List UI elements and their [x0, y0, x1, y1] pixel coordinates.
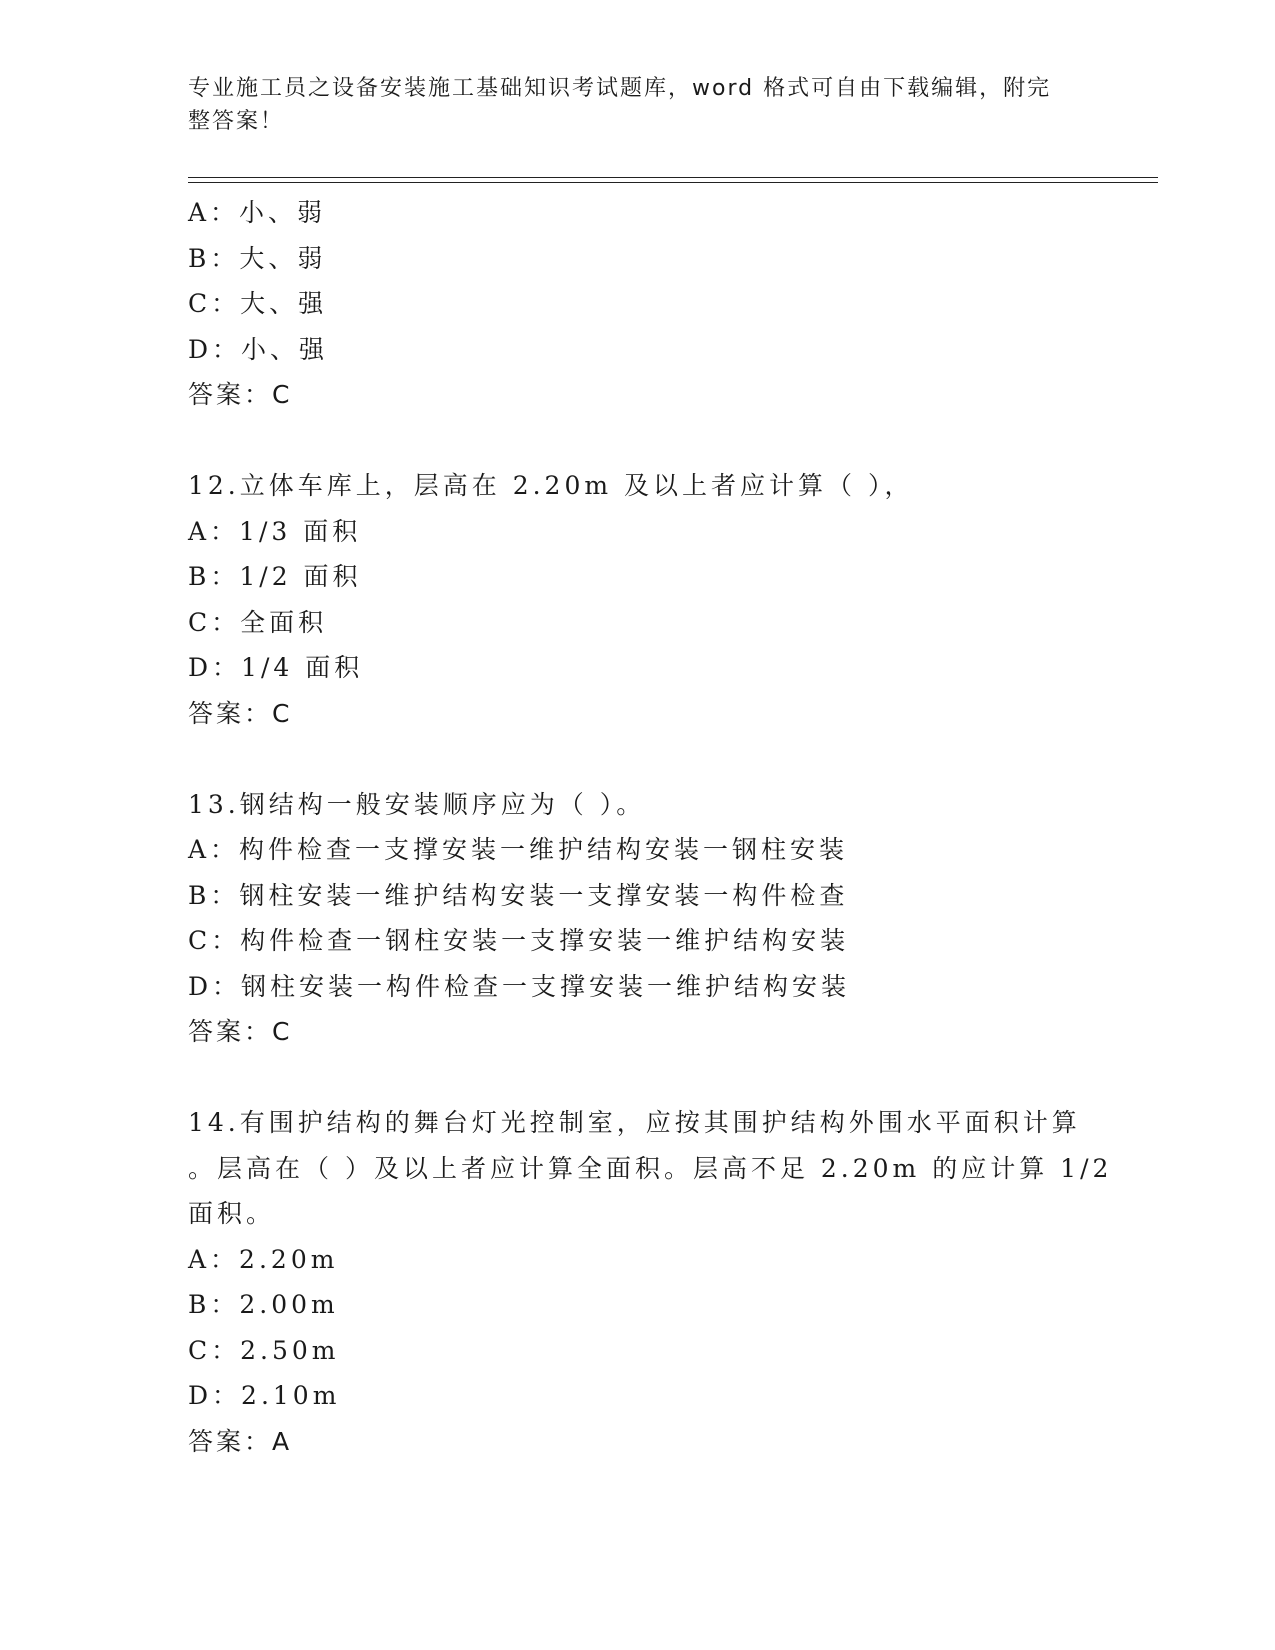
- option-b: B：钢柱安装一维护结构安装一支撑安装一构件检查: [188, 880, 849, 910]
- answer: 答案：A: [188, 1426, 293, 1456]
- question-14: [188, 1100, 1113, 1464]
- option-d: D：2.10m: [188, 1381, 341, 1410]
- option-a: A：小、弱: [188, 198, 327, 227]
- option-c: C：构件检查一钢柱安装一支撑安装一维护结构安装: [188, 926, 850, 955]
- header-line-1: 专业施工员之设备安装施工基础知识考试题库，word 格式可自由下载编辑，附完: [188, 76, 1052, 101]
- option-a: A：2.20m: [188, 1244, 339, 1274]
- question-13: [188, 782, 1088, 1055]
- answer: 答案：C: [188, 698, 293, 728]
- option-c: C：大、强: [188, 289, 328, 318]
- header-line-2: 整答案！: [188, 109, 285, 134]
- option-d: D：1/4 面积: [188, 653, 364, 682]
- question-list: [188, 190, 1113, 1464]
- option-c: C：全面积: [188, 607, 328, 637]
- question-12: [188, 463, 1088, 736]
- option-b: B：大、弱: [188, 243, 327, 273]
- question-11: [188, 190, 1088, 418]
- question-text-line-2: 。层高在（ ）及以上者应计算全面积。层高不足 2.20m 的应计算 1/2: [188, 1153, 1113, 1183]
- question-text-line-3: 面积。: [188, 1199, 276, 1228]
- option-d: D：钢柱安装一构件检查一支撑安装一维护结构安装: [188, 971, 851, 1001]
- document-header: [188, 72, 1068, 138]
- option-b: B：1/2 面积: [188, 562, 362, 591]
- answer: 答案：C: [188, 1017, 293, 1046]
- option-d: D：小、强: [188, 334, 329, 364]
- spacer: [188, 418, 1088, 464]
- question-text: 12.立体车库上，层高在 2.20m 及以上者应计算（ ），: [188, 471, 914, 500]
- option-b: B：2.00m: [188, 1290, 339, 1319]
- spacer: [188, 1055, 1088, 1101]
- option-a: A：构件检查一支撑安装一维护结构安装一钢柱安装: [188, 835, 849, 864]
- question-text: 13.钢结构一般安装顺序应为（ ）。: [188, 789, 646, 819]
- option-a: A：1/3 面积: [188, 516, 362, 546]
- question-text-line-1: 14.有围护结构的舞台灯光控制室，应按其围护结构外围水平面积计算: [188, 1108, 1081, 1137]
- spacer: [188, 736, 1088, 782]
- header-divider-bottom: [188, 182, 1158, 183]
- option-c: C：2.50m: [188, 1335, 340, 1365]
- header-divider-top: [188, 177, 1158, 178]
- answer: 答案：C: [188, 380, 293, 409]
